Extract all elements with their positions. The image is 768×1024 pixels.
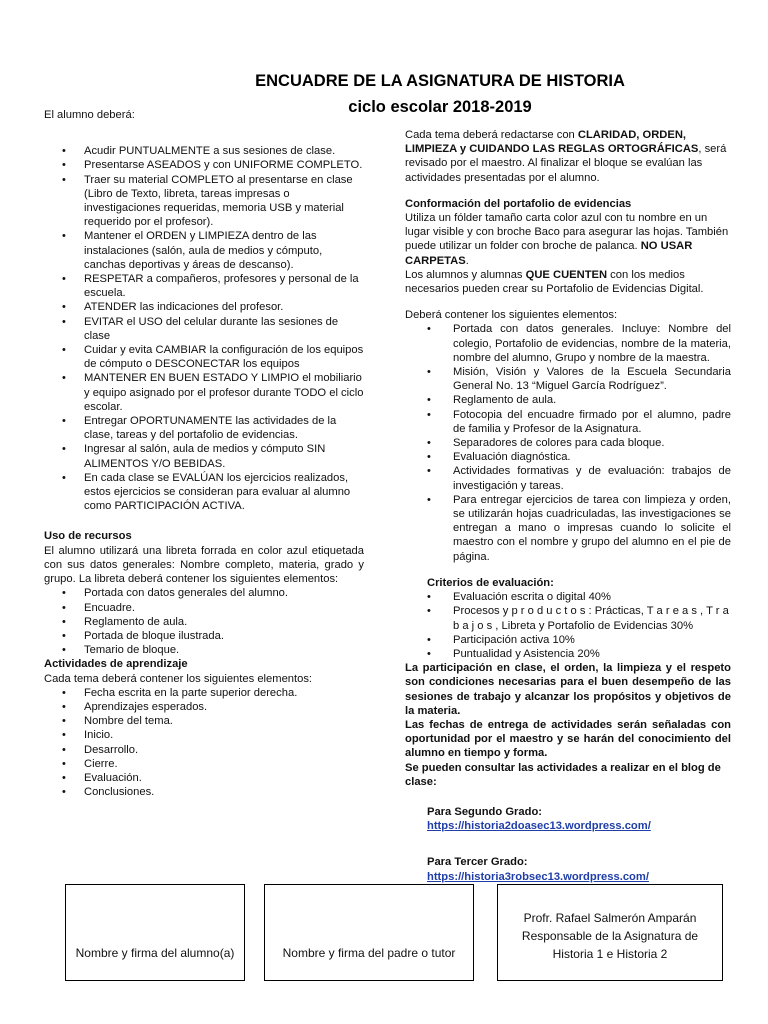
list-item: • Portada de bloque ilustrada. — [44, 629, 364, 643]
topic-text: Cada tema deberá redactarse con — [405, 129, 578, 141]
topic-text-end: , será revisado por el maestro. Al finalizar el bloque se evalúan las actividades presentadas por el alumno. — [405, 143, 727, 184]
student-duties-intro: El alumno deberá: — [44, 109, 135, 121]
third-grade-blog-link[interactable]: https://historia3robsec13.wordpress.com/ — [427, 870, 649, 883]
list-item: • Portada con datos generales del alumno. — [44, 586, 364, 600]
list-item: • Presentarse ASEADOS y con UNIFORME COMPLETO. — [44, 158, 364, 172]
list-item: • Encuadre. — [44, 601, 364, 615]
list-item: • Aprendizajes esperados. — [44, 700, 364, 714]
second-grade-blog-link[interactable]: https://historia2doasec13.wordpress.com/ — [427, 820, 651, 833]
portfolio-text-end: . — [465, 254, 469, 267]
teacher-role-line1: Responsable de la Asignatura de — [521, 929, 699, 943]
parent-signature-label: Nombre y firma del padre o tutor — [282, 946, 456, 960]
activities-list — [44, 686, 364, 800]
activities-heading: Actividades de aprendizaje — [44, 658, 188, 671]
list-item: • Procesos y p r o d u c t o s : Prácticas, T a r e a s , T r a b a j o s , Libreta y Portafolio de Evidencias 30% — [405, 604, 731, 632]
topic-requirements — [405, 128, 731, 185]
teacher-signature-box — [497, 884, 723, 981]
student-duties-list — [44, 144, 364, 513]
portfolio-text — [405, 211, 731, 268]
list-item: • Puntualidad y Asistencia 20% — [405, 647, 731, 661]
criteria-list — [405, 590, 731, 661]
list-item: • Mantener el ORDEN y LIMPIEZA dentro de las instalaciones (salón, aula de medios y cómputo, canchas deportivas y áreas de descanso). — [44, 229, 364, 272]
teacher-name: Profr. Rafael Salmerón Amparán — [523, 911, 697, 925]
list-item: • RESPETAR a compañeros, profesores y personal de la escuela. — [44, 272, 364, 300]
list-item: • Nombre del tema. — [44, 714, 364, 728]
second-grade-label: Para Segundo Grado: — [427, 805, 542, 818]
student-signature-label: Nombre y firma del alumno(a) — [75, 946, 235, 960]
portfolio-contents-intro: Deberá contener los siguientes elementos: — [405, 309, 618, 322]
list-item: • Entregar OPORTUNAMENTE las actividades de la clase, tareas y del portafolio de evidencias. — [44, 414, 364, 442]
portfolio-emphasis: NO USAR CARPETAS — [405, 240, 693, 267]
digital-portfolio-text — [405, 268, 731, 296]
list-item: • Misión, Visión y Valores de la Escuela Secundaria General No. 13 “Miguel García Rodríguez”. — [405, 365, 731, 393]
list-item: • Reglamento de aula. — [44, 615, 364, 629]
list-item: • Cierre. — [44, 757, 364, 771]
list-item: • ATENDER las indicaciones del profesor. — [44, 300, 364, 314]
digital-text-end: con los medios necesarios pueden crear su Portafolio de Evidencias Digital. — [405, 268, 704, 296]
participation-note: La participación en clase, el orden, la limpieza y el respeto son condiciones necesarias para el buen desempeño de las sesiones de trabajo y alcanzar los propósitos y objetivos de la materia. — [405, 662, 731, 717]
list-item: • Desarrollo. — [44, 743, 364, 757]
list-item: • Conclusiones. — [44, 785, 364, 799]
list-item: • Acudir PUNTUALMENTE a sus sesiones de clase. — [44, 144, 364, 158]
left-column — [44, 108, 364, 799]
teacher-info — [498, 909, 722, 963]
list-item: • Separadores de colores para cada bloque. — [405, 436, 731, 450]
portfolio-contents-list — [405, 322, 731, 563]
list-item: • Temario de bloque. — [44, 643, 364, 657]
list-item: • Participación activa 10% — [405, 633, 731, 647]
portfolio-text-start: Utiliza un fólder tamaño carta color azul con tu nombre en un lugar visible y con broche Baco para asegurar las hojas. También puede utilizar un folder con broche de palanca. — [405, 212, 729, 253]
digital-text-start: Los alumnos y alumnas — [405, 268, 526, 281]
resources-text: El alumno utilizará una libreta forrada en color azul etiquetada con sus datos generales: Nombre completo, materia, grado y grupo. La libreta deberá contener los siguientes elementos: — [44, 544, 364, 586]
topic-emphasis: CLARIDAD, ORDEN, LIMPIEZA y CUIDANDO LAS REGLAS ORTOGRÁFICAS — [405, 129, 699, 156]
list-item: • Fecha escrita en la parte superior derecha. — [44, 686, 364, 700]
deadlines-note: Las fechas de entrega de actividades serán señaladas con oportunidad por el maestro y se harán del conocimiento del alumno en tiempo y forma. — [405, 718, 731, 760]
blog-links — [405, 805, 731, 884]
third-grade-label: Para Tercer Grado: — [427, 856, 528, 869]
list-item: • Fotocopia del encuadre firmado por el alumno, padre de familia y Profesor de la Asignatura. — [405, 408, 731, 436]
blog-note: Se pueden consultar las actividades a realizar en el blog de clase: — [405, 761, 721, 788]
list-item: • Evaluación diagnóstica. — [405, 450, 731, 464]
list-item: • Evaluación escrita o digital 40% — [405, 590, 731, 604]
resources-list — [44, 586, 364, 657]
list-item: • Traer su material COMPLETO al presentarse en clase (Libro de Texto, libreta, tareas impresas o investigaciones requeridas, memoria USB y material requerido por el profesor). — [44, 173, 364, 230]
list-item: • Inicio. — [44, 728, 364, 742]
right-column — [405, 128, 731, 884]
list-item: • Para entregar ejercicios de tarea con limpieza y orden, se utilizarán hojas cuadriculadas, las investigaciones se entregan a mano o impresas cuando lo solicite el maestro con el nombre y grupo del alumno en el pie de página. — [405, 493, 731, 564]
teacher-role-line2: Historia 1 e Historia 2 — [552, 947, 668, 961]
document-title: ENCUADRE DE LA ASIGNATURA DE HISTORIA — [255, 72, 625, 90]
list-item: • Evaluación. — [44, 771, 364, 785]
resources-heading: Uso de recursos — [44, 530, 132, 543]
list-item: • Reglamento de aula. — [405, 393, 731, 407]
portfolio-heading: Conformación del portafolio de evidencias — [405, 197, 632, 210]
list-item: • Cuidar y evita CAMBIAR la configuración de los equipos de cómputo o DESCONECTAR los equipos — [44, 343, 364, 371]
list-item: • Portada con datos generales. Incluye: Nombre del colegio, Portafolio de evidencias, nombre de la materia, nombre del alumno, Grupo y nombre de la maestra. — [405, 322, 731, 365]
student-signature-box — [65, 884, 245, 981]
digital-emphasis: QUE CUENTEN — [525, 268, 608, 281]
list-item: • Actividades formativas y de evaluación: trabajos de investigación y tareas. — [405, 464, 731, 492]
list-item: • MANTENER EN BUEN ESTADO Y LIMPIO el mobiliario y equipo asignado por el profesor durante TODO el ciclo escolar. — [44, 371, 364, 414]
criteria-heading: Criterios de evaluación: — [427, 576, 554, 589]
parent-signature-box — [264, 884, 474, 981]
list-item: • En cada clase se EVALÚAN los ejercicios realizados, estos ejercicios se consideran para evaluar al alumno como PARTICIPACIÓN ACTIVA. — [44, 471, 364, 514]
school-year: ciclo escolar 2018-2019 — [348, 98, 532, 116]
activities-text: Cada tema deberá contener los siguientes elementos: — [44, 672, 313, 685]
list-item: • EVITAR el USO del celular durante las sesiones de clase — [44, 315, 364, 343]
list-item: • Ingresar al salón, aula de medios y cómputo SIN ALIMENTOS Y/O BEBIDAS. — [44, 442, 364, 470]
